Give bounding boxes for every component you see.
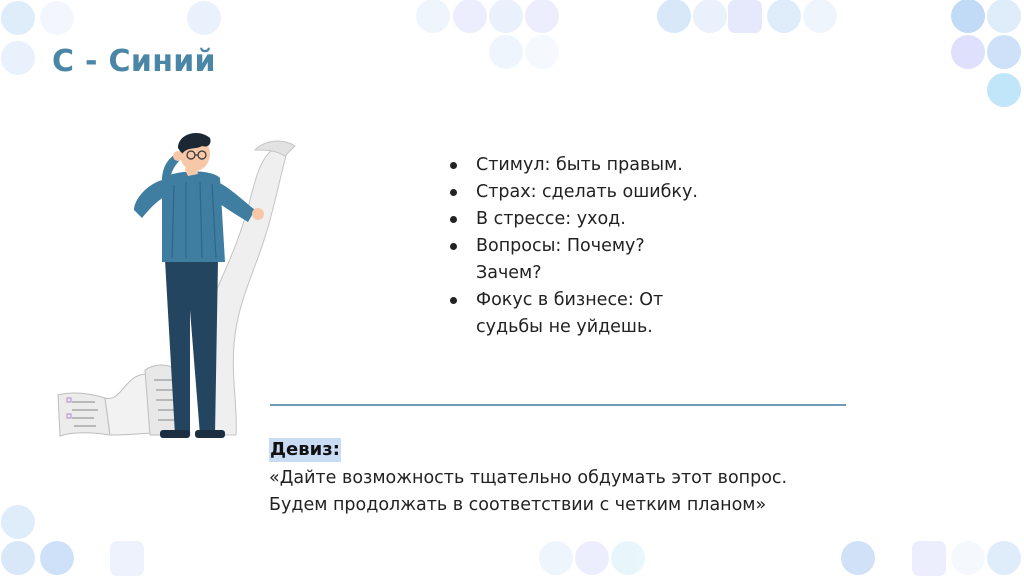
bullet-item [448,179,748,206]
man-with-paper-scroll-illustration [50,130,310,445]
motto-line: Будем продолжать в соответствии с четким планом» [269,495,767,515]
bullet-text: Стимул: быть правым. [476,155,683,175]
bullet-text: В стрессе: уход. [476,209,626,229]
bullet-text-continued: судьбы не уйдешь. [476,317,653,337]
bullet-item [448,233,748,287]
bullet-list [448,152,748,341]
bullet-item [448,287,748,341]
slide-title: С - Синий [52,44,216,79]
divider-line [270,404,846,406]
motto-line: «Дайте возможность тщательно обдумать этот вопрос. [269,468,788,488]
bullet-item [448,206,748,233]
bullet-text: Фокус в бизнесе: От [476,290,664,310]
motto-text [269,465,909,519]
bullet-text: Вопросы: Почему? [476,236,645,256]
bullet-text: Страх: сделать ошибку. [476,182,698,202]
bullet-item [448,152,748,179]
motto-label: Девиз: [270,439,340,460]
bullet-text-continued: Зачем? [476,263,542,283]
